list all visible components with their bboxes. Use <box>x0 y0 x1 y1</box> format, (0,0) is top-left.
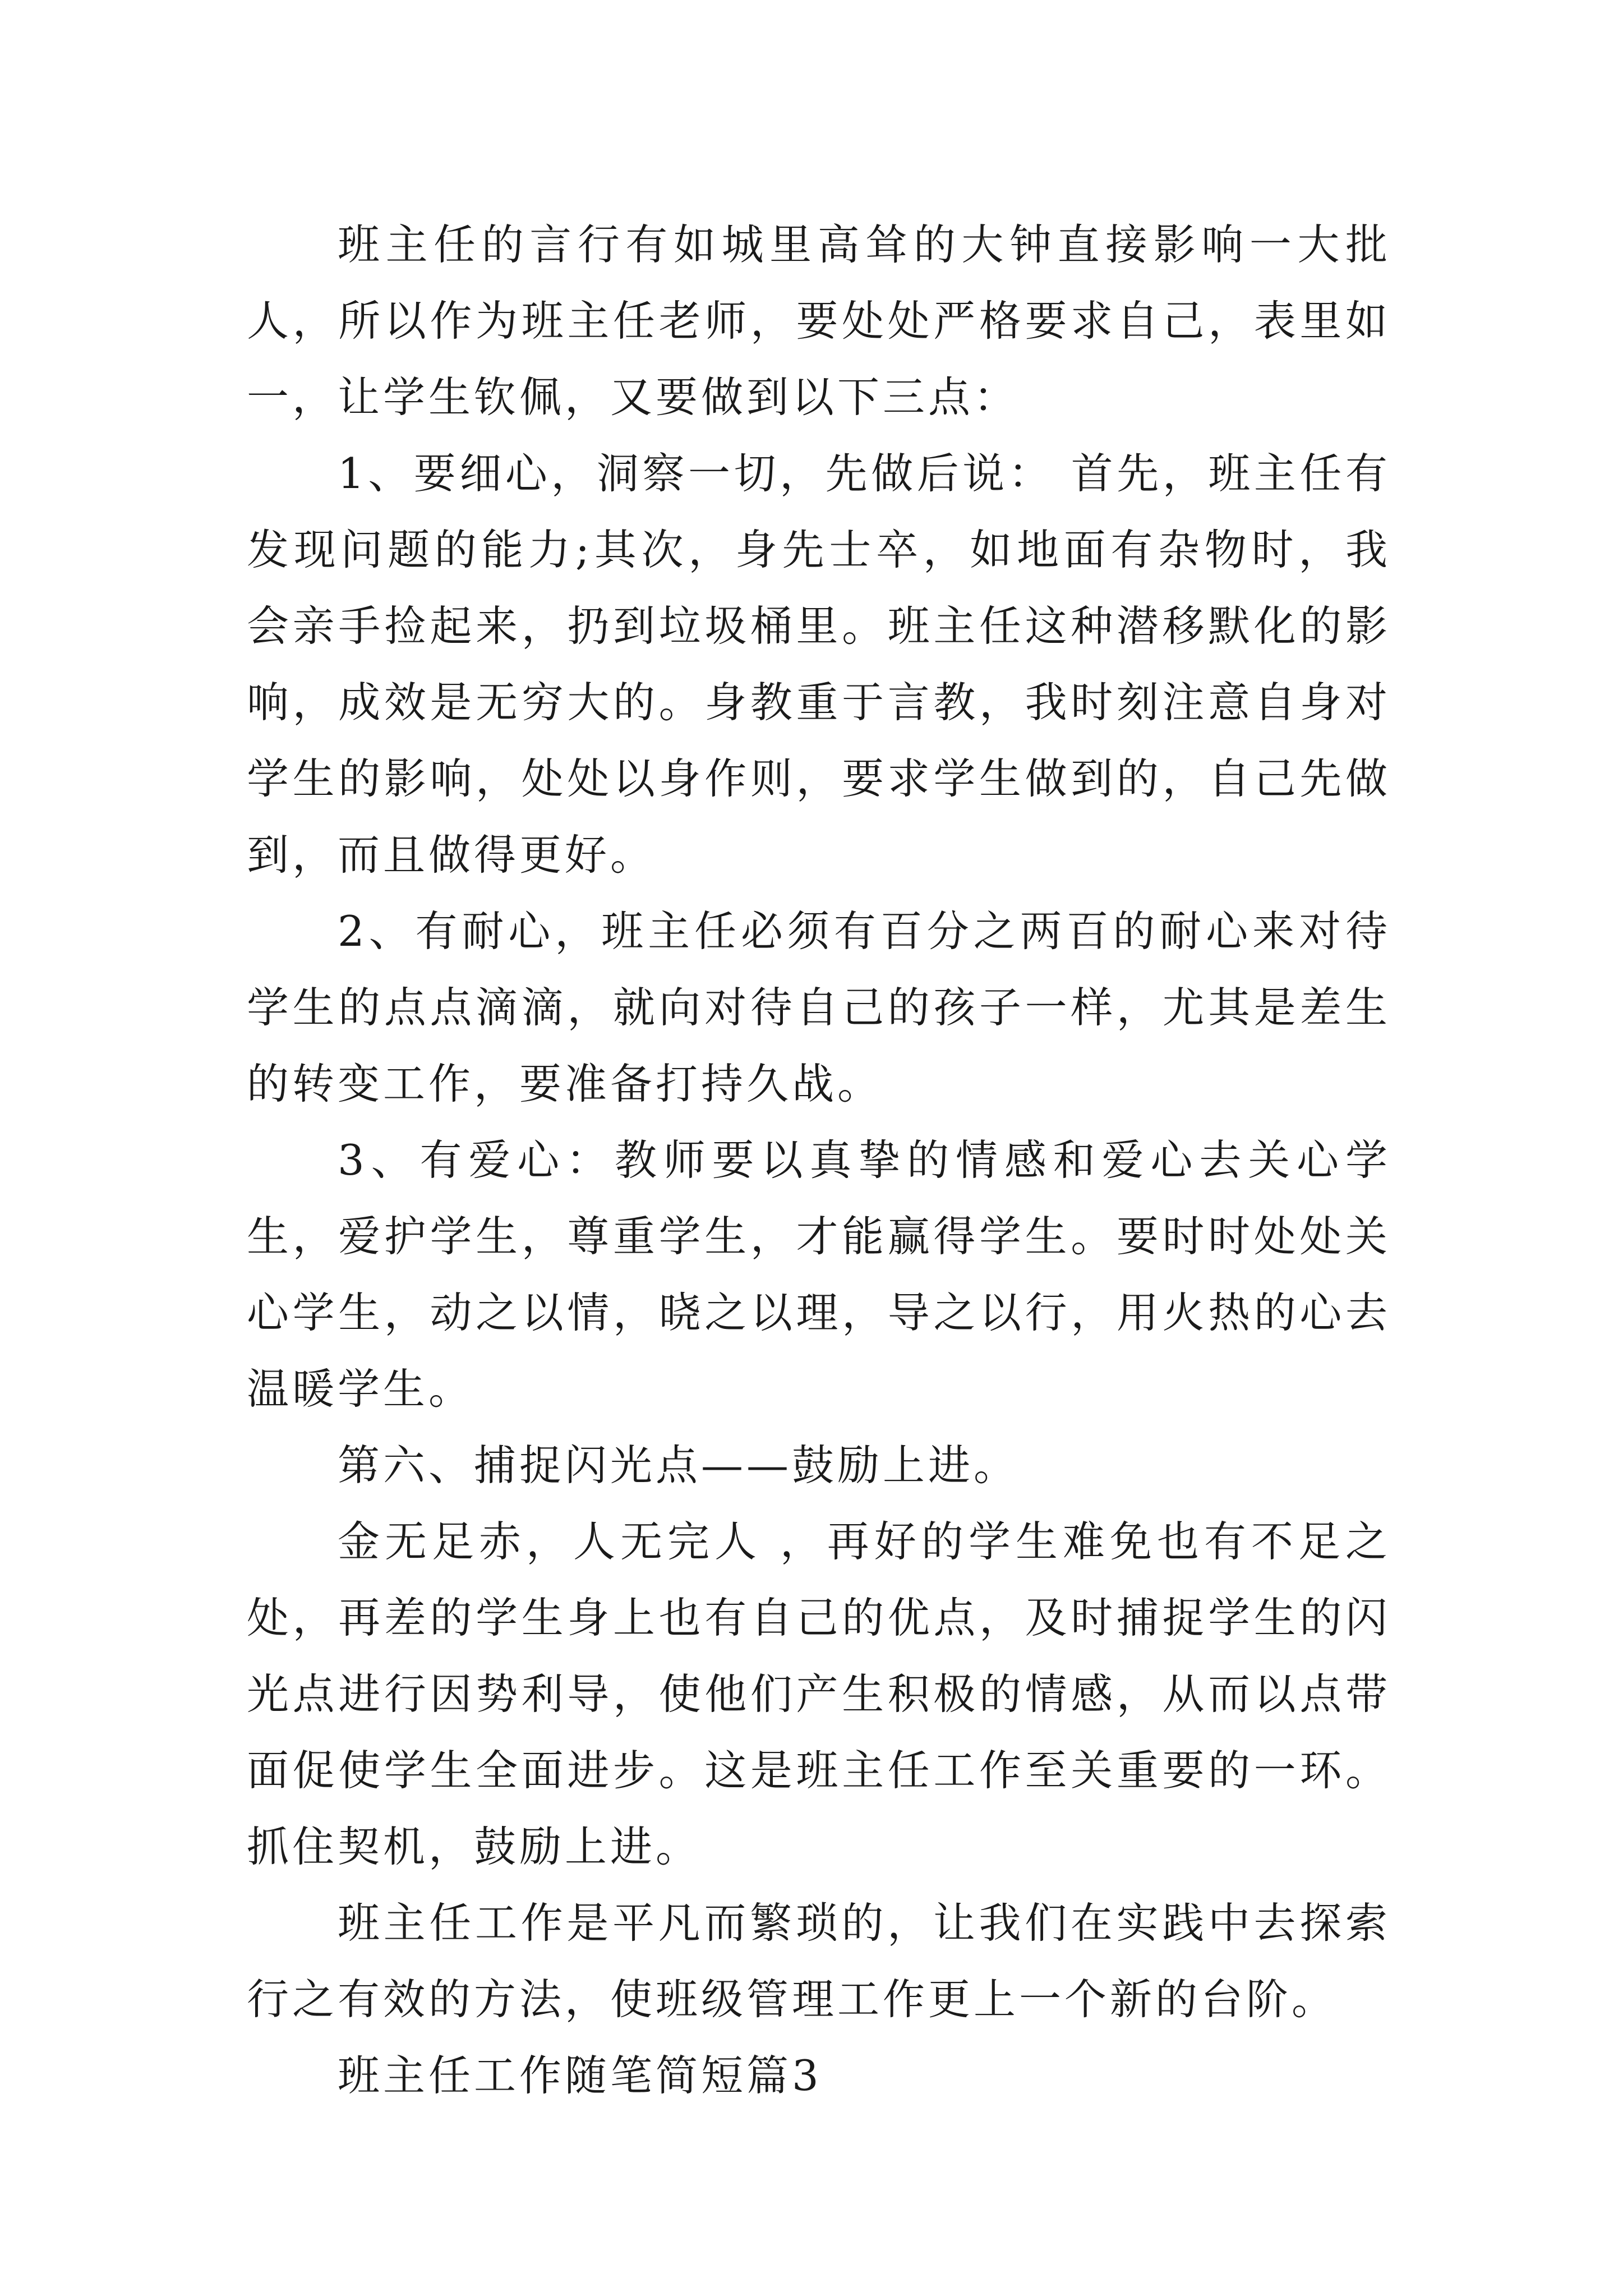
paragraph-point-3: 3、有爱心：教师要以真挚的情感和爱心去关心学生，爱护学生，尊重学生，才能赢得学生。要时时处处关心学生，动之以情，晓之以理，导之以行，用火热的心去温暖学生。 <box>247 1135 1391 1414</box>
paragraph-highlights: 金无足赤，人无完人 ，再好的学生难免也有不足之处，再差的学生身上也有自己的优点，及时捕捉学生的闪光点进行因势利导，使他们产生积极的情感，从而以点带面促使学生全面进步。这是班主任工作至关重要的一环。抓住契机，鼓励上进。 <box>247 1517 1391 1871</box>
article-title-part-3: 班主任工作随笔简短篇3 <box>338 2051 822 2100</box>
paragraph-point-2: 2、有耐心，班主任必须有百分之两百的耐心来对待学生的点点滴滴，就向对待自己的孩子一样，尤其是差生的转变工作，要准备打持久战。 <box>247 907 1391 1108</box>
paragraph-conclusion: 班主任工作是平凡而繁琐的，让我们在实践中去探索行之有效的方法，使班级管理工作更上一个新的台阶。 <box>247 1898 1391 2024</box>
section-heading-sixth: 第六、捕捉闪光点——鼓励上进。 <box>338 1441 1020 1490</box>
paragraph-point-1: 1、要细心，洞察一切，先做后说： 首先，班主任有发现问题的能力;其次，身先士卒，如地面有杂物时，我会亲手捡起来，扔到垃圾桶里。班主任这种潜移默化的影响，成效是无穷大的。身教重于言教，我时刻注意自身对学生的影响，处处以身作则，要求学生做到的，自己先做到，而且做得更好。 <box>247 449 1391 880</box>
paragraph-intro: 班主任的言行有如城里高耸的大钟直接影响一大批人，所以作为班主任老师，要处处严格要求自己，表里如一，让学生钦佩，又要做到以下三点： <box>247 220 1391 422</box>
document-body <box>247 206 1391 2114</box>
